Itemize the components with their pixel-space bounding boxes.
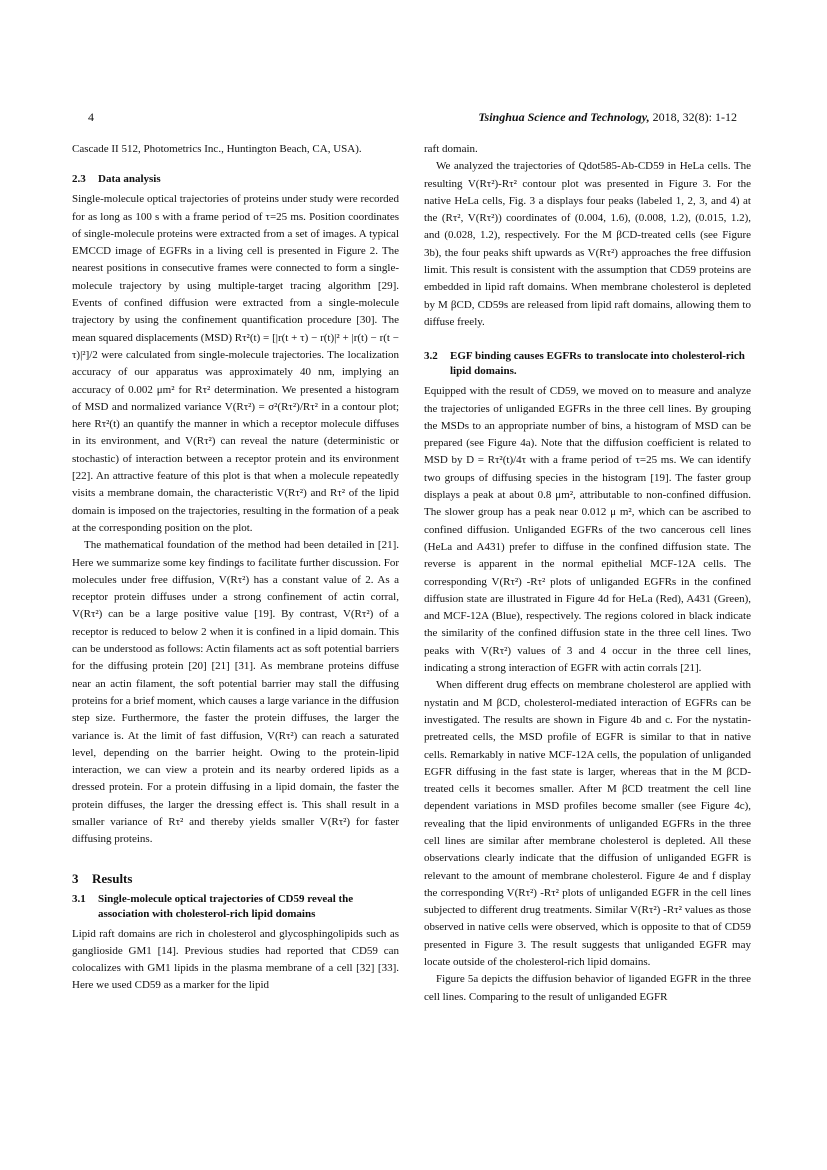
paragraph: The mathematical foundation of the method had been detailed in [21]. Here we summarize some key findings to facilitate further discussion. For molecules under free diffusion, V(Rτ²) has a constant value of 2. As a receptor protein diffuses under a strong confinement of actin corral, V(Rτ²) can be a large positive value [19]. By contrast, V(Rτ²) of a receptor is reduced to below 2 when it is confined in a lipid domain. This can be understood as follows: Actin filaments act as soft potential barriers for the diffusing protein [20] [21] [31]. As membrane proteins diffuse near an actin filament, the soft potential barrier may stall the diffusing proteins for a brief moment, which causes a large variance in the diffusion step size. Furthermore, the faster the protein diffuses, the larger the variance is. At the limit of fast diffusion, V(Rτ²) can reach a saturated level, depending on the barrier height. Owing to the protein-lipid interaction, we can view a protein and its nearby ordered lipids as a dressed protein. For a protein diffusing in a lipid domain, the faster the protein diffuses, the larger the dressing effect is. This shall result in a smaller variance of Rτ² and thereby yields smaller V(Rτ²) for faster diffusing proteins. [72,539,399,846]
section-heading-3-2 [424,349,751,379]
page-number: 4 [88,110,94,124]
paragraph: Equipped with the result of CD59, we moved on to measure and analyze the trajectories of unliganded EGFRs in the three cell lines. By grouping the MSDs to an appropriate number of bins, a histogram of MSD can be prepared (see Figure 4a). Note that the diffusion coefficient is related to MSD by D = Rτ²(t)/4τ with a frame period of τ=25 ms. We can identify two groups of diffusing species in the histogram [19]. The faster group displays a peak at about 0.8 μm², attributable to non-confined diffusion. The slower group has a peak near 0.012 μ m², which can be ascribed to confined diffusion. Unliganded EGFRs of the two cancerous cell lines (HeLa and A431) prefer to diffuse in the confined diffusion state. The reverse is apparent in the normal epithelial MCF-12A cells. The corresponding V(Rτ²) -Rτ² plots of unliganded EGFRs in the confined diffusion state are illustrated in Figure 4d for HeLa (Red), A431 (Green), and MCF-12A (Blue), respectively. The regions colored in black indicate the similarity of the confined diffusion state in the three cell lines. Two peaks with V(Rτ²) values of 3 and 4 occur in the three cell lines, indicating a strong interaction of EGFR with actin corrals [21]. [424,385,751,675]
paragraph: Figure 5a depicts the diffusion behavior of liganded EGFR in the three cell lines. Comparing to the result of unliganded EGFR [424,973,751,1003]
right-column [424,141,751,1006]
section-title: Results [92,870,133,886]
section-heading-2-3 [72,172,399,187]
left-column [72,141,399,995]
paragraph: Lipid raft domains are rich in cholesterol and glycosphingolipids such as ganglioside GM1 [14]. Previous studies had reported that CD59 can colocalizes with GM1 lipids in the plasma membrane of a cell [32] [33]. Here we used CD59 as a marker for the lipid [72,927,399,992]
section-heading-3 [72,871,399,886]
section-title: EGF binding causes EGFRs to translocate into cholesterol-rich lipid domains. [450,350,745,378]
paragraph: raft domain. [424,143,478,155]
journal-citation: 2018, 32(8): 1-12 [649,110,737,124]
section-number: 3.1 [72,892,86,905]
section-heading-3-1 [72,892,399,922]
journal-name: Tsinghua Science and Technology, [478,110,650,124]
section-number: 3.2 [424,350,438,363]
section-title: Data analysis [98,173,161,186]
paragraph: Cascade II 512, Photometrics Inc., Huntington Beach, CA, USA). [72,143,362,155]
running-head [478,110,737,125]
section-number: 3 [72,870,79,886]
section-title: Single-molecule optical trajectories of CD59 reveal the association with cholesterol-rich lipid domains [98,892,354,920]
paragraph: Single-molecule optical trajectories of proteins under study were recorded for as long as 100 s with a frame period of τ=25 ms. Position coordinates of single-molecule proteins were extracted from a set of images. A typical EMCCD image of EGFRs in a living cell is presented in Figure 2. The nearest positions in consecutive frames were connected to form a single-molecule trajectory by using multiple-target tracing algorithm [29]. Events of confined diffusion were extracted from a single-molecule trajectory by using the confinement quantification procedure [30]. The mean squared displacements (MSD) Rτ²(t) = [|r(t + τ) − r(t)|² + |r(t) − r(t − τ)|²]/2 were calculated from single-molecule trajectories. The localization accuracy of our apparatus was approximately 40 nm, implying an accuracy of 0.002 μm² for Rτ² determination. We presented a histogram of MSD and normalized variance V(Rτ²) = σ²(Rτ²)/Rτ² in a contour plot; here Rτ²(t) an quantify the manner in which a receptor molecule diffuses in its environment, and V(Rτ²) can reveal the nature (deterministic or stochastic) of interaction between a receptor protein and its environment [22]. An attractive feature of this plot is that when a molecule repeatedly visits a membrane domain, the characteristic V(Rτ²) and Rτ² of the lipid domain is imposed on the trajectories, resulting in the formation of a peak at the corresponding position on the plot. [72,193,399,534]
paragraph: We analyzed the trajectories of Qdot585-Ab-CD59 in HeLa cells. The resulting V(Rτ²)-Rτ² contour plot was presented in Figure 3. For the native HeLa cells, Fig. 3 a displays four peaks (labeled 1, 2, 3, and 4) at the (Rτ², V(Rτ²)) coordinates of (0.004, 1.6), (0.008, 1.2), (0.015, 1.2), and (0.028, 1.2), respectively. For the M βCD-treated cells (see Figure 3b), the four peaks shift upwards as V(Rτ²) approaches the free diffusion limit. This result is consistent with the assumption that CD59 proteins are embedded in lipid raft domains. When membrane cholesterol is depleted by M βCD, CD59s are released from lipid raft domains, allowing them to diffuse freely. [424,160,751,328]
paragraph: When different drug effects on membrane cholesterol are applied with nystatin and M βCD, cholesterol-mediated interaction of EGFRs can be investigated. The results are shown in Figure 4b and c. For the nystatin-pretreated cells, the MSD profile of EGFR is similar to that in native cells. Remarkably in native MCF-12A cells, the population of unliganded EGFR diffusing in the fast state is larger, whereas that in the M βCD-treated cells it becomes smaller. After M βCD treatment the cell line dependent variations in MSD profiles become smaller (see Figure 4c), revealing that the lipid environments of unliganded EGFRs in the three cell lines are similar after membrane cholesterol is depleted. All these observations clearly indicate that the diffusion of unliganded EGFR is relevant to the amount of membrane cholesterol. Figure 4e and f display the corresponding V(Rτ²) -Rτ² plots of unliganded EGFR in the cell lines subjected to different drug treatments. Similar V(Rτ²) -Rτ² values as those observed in native cells were observed, which is opposite to that of CD59 presented in Figure 3. The result suggests that unliganded EGFR may locate outside of the cholesterol-rich lipid domains. [424,679,751,969]
section-number: 2.3 [72,173,86,186]
